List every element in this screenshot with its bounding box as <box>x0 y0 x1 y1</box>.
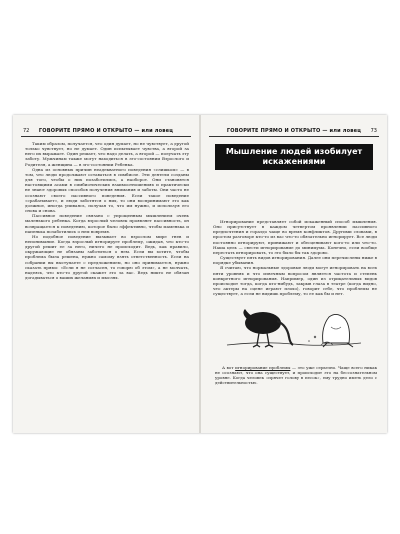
left-page-number: 72 <box>23 128 30 134</box>
section-title-line1: Мышление людей изобилует <box>225 147 363 156</box>
right-body-text <box>213 219 377 296</box>
left-paragraph: Одна из основных причин неадекватного поведения «слишком» — в том, что люди продолжают оставаться в симбиозе. Эти деятели созданы для того, чтобы о них позаботились, а наоборот. Они становятся настоящими асами в симбиотических взаимоотношениях и практически не знают здоровых способов получения внимания и заботы. Они часто не осознают своего пассивного поведения. Если такое поведение «срабатывает», и люди заботятся о них, то они воспринимают это как должное, иногда упиваясь, получая то, что им нужно, и используя его снова и снова. <box>25 166 189 214</box>
open-book <box>13 115 387 433</box>
right-page-number: 73 <box>370 128 377 134</box>
right-running-header <box>209 127 379 137</box>
left-running-header <box>21 127 191 137</box>
section-title-box <box>215 144 373 170</box>
left-page <box>13 115 199 433</box>
right-page <box>201 115 387 433</box>
section-title-line2: искажениями <box>262 157 326 166</box>
ostrich-and-person-illustration <box>223 287 365 357</box>
caption-underlined-term: игнорирование проблемы <box>235 365 291 370</box>
left-paragraph: Но подобное поведение вызывает во взрослом мире гнев и непонимание. Когда взрослый игнорирует проблему, ожидая, что кто-то другой решит ее за него, ничего не происходит. Ведь, как правило, окружающие не обязаны заботиться о нем. Если вы хотите, чтобы проблема была решена, нужно самому взять ответственность. Если на собрании вы выступаете с предложением, но оно принимается, нужно сказать прямо: «Если я не согласен, то говорю об этом», а не молчать, надеясь, что кто-то другой скажет это за вас. Ведь никто не обязан догадываться о ваших желаниях и мыслях. <box>25 233 189 281</box>
right-paragraph: Я считаю, что нормальные здоровые люди могут игнорировать на всех пяти уровнях и что извечным вопросом является частота и степень конкретного игнорирования. Например, один из отрицательных видов происходит тогда, когда кто-нибудь, закрыв глаза в театре (когда видно, что актеры на сцене играют плохо), говорит себе, что проблемы не существует, а если не видишь проблему, то ее как бы и нет. <box>213 265 377 297</box>
illustration-caption <box>215 365 377 385</box>
right-paragraph: Игнорирование представляет собой искаженный способ мышления. Оно присутствует в каждом четвертом проявлении пассивного предпочтения и гораздо чаще во время конфликтов. Другими словами, в простом разговоре кто-то из вас что-то обязательно игнорирует. Все люди постоянно игнорируют, принижают и обесценивают кого-то или что-то. Наша цель — свести игнорирование до минимума. Конечно, если вообще перестать игнорировать, то это было бы так здорово. <box>213 219 377 255</box>
left-paragraph: Таким образом, получается, что один думает, но не чувствует, а другой только чувствует, но не думает. Один испытывает чувства, а второй за него их выражает. Один решает, что надо делать, а второй — получать эту заботу. Мужчинам также могут находиться в эго-состоянии Взрослого и Родителя, а женщина — в эго-состоянии Ребенка. <box>25 141 189 167</box>
right-running-head: ГОВОРИТЕ ПРЯМО И ОТКРЫТО — или ловец <box>226 128 362 134</box>
right-paragraph: Существует пять видов игнорирования. Далее они перечислены ниже в порядке убывания. <box>213 255 377 266</box>
caption-paragraph: А вот игнорирование проблемы — это уже серьезно. Чаще всего никак не осознают, что она существует, и происходит это на бессознательном уровне. Когда человек «прячет голову в песок», ему трудно иметь дело с действительностью. <box>215 365 377 385</box>
left-body-text <box>25 141 189 280</box>
left-paragraph: Пассивное поведение связано с упрощенным мышлением очень маленького ребенка. Когда взрослый человек проявляет пассивность, он возвращается к поведению, которое было эффективно, чтобы маменька и папенька позаботились о нем вовремя. <box>25 213 189 234</box>
left-running-head: ГОВОРИТЕ ПРЯМО И ОТКРЫТО — или ловец <box>38 128 174 134</box>
